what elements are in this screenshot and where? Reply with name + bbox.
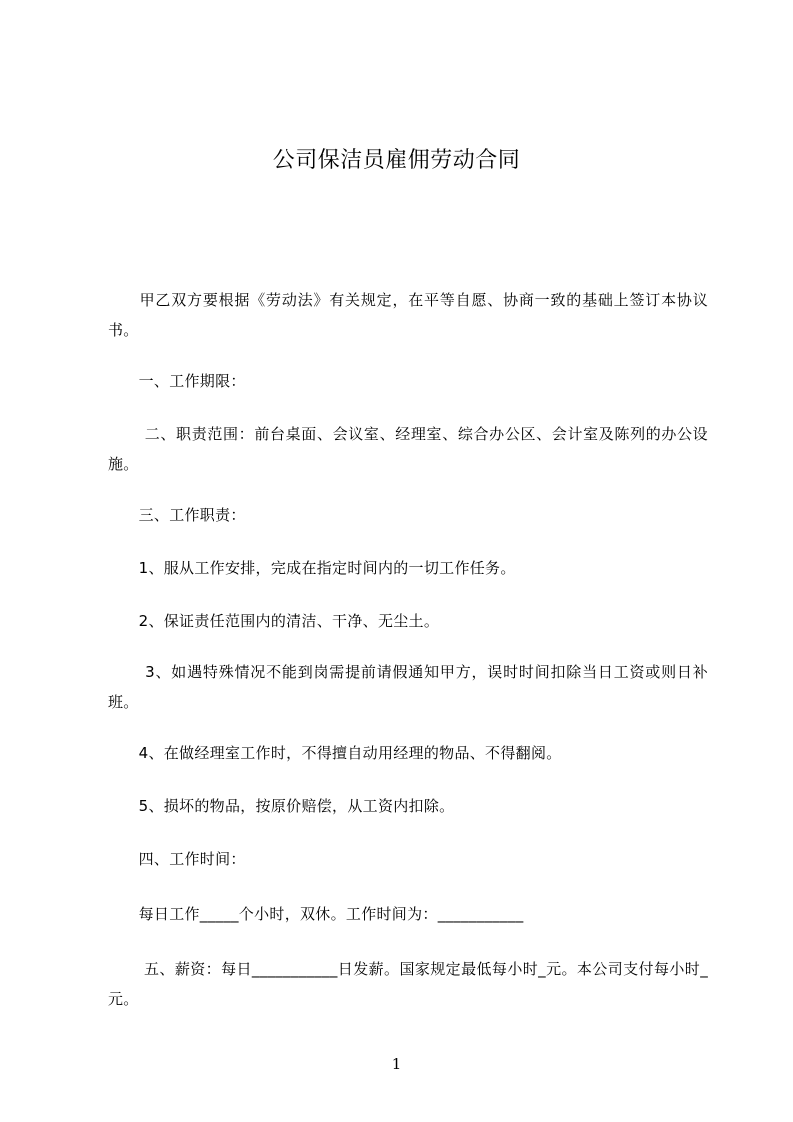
paragraph-responsibility-scope: 二、职责范围：前台桌面、会议室、经理室、综合办公区、会计室及陈列的办公设施。: [108, 425, 708, 473]
paragraph-work-hours-heading: 四、工作时间：: [108, 850, 246, 868]
paragraph-work-term: 一、工作期限：: [108, 372, 246, 390]
paragraph-duty-2: 2、保证责任范围内的清洁、干净、无尘土。: [108, 612, 440, 630]
paragraph-duty-3: 3、如遇特殊情况不能到岗需提前请假通知甲方，误时时间扣除当日工资或则日补班。: [108, 663, 708, 711]
paragraph-daily-hours: 每日工作_____个小时，双休。工作时间为：___________: [108, 905, 524, 923]
document-title: 公司保洁员雇佣劳动合同: [272, 148, 521, 173]
page-number: 1: [391, 1055, 402, 1073]
paragraph-intro: 甲乙双方要根据《劳动法》有关规定，在平等自愿、协商一致的基础上签订本协议书。: [108, 291, 708, 339]
paragraph-duty-5: 5、损坏的物品，按原价赔偿，从工资内扣除。: [108, 797, 455, 815]
paragraph-duty-4: 4、在做经理室工作时，不得擅自动用经理的物品、不得翻阅。: [108, 744, 562, 762]
paragraph-duties-heading: 三、工作职责：: [108, 506, 246, 524]
paragraph-salary: 五、薪资：每日___________日发薪。国家规定最低每小时_元。本公司支付每小时_元。: [108, 960, 708, 1008]
paragraph-duty-1: 1、服从工作安排，完成在指定时间内的一切工作任务。: [108, 559, 516, 577]
